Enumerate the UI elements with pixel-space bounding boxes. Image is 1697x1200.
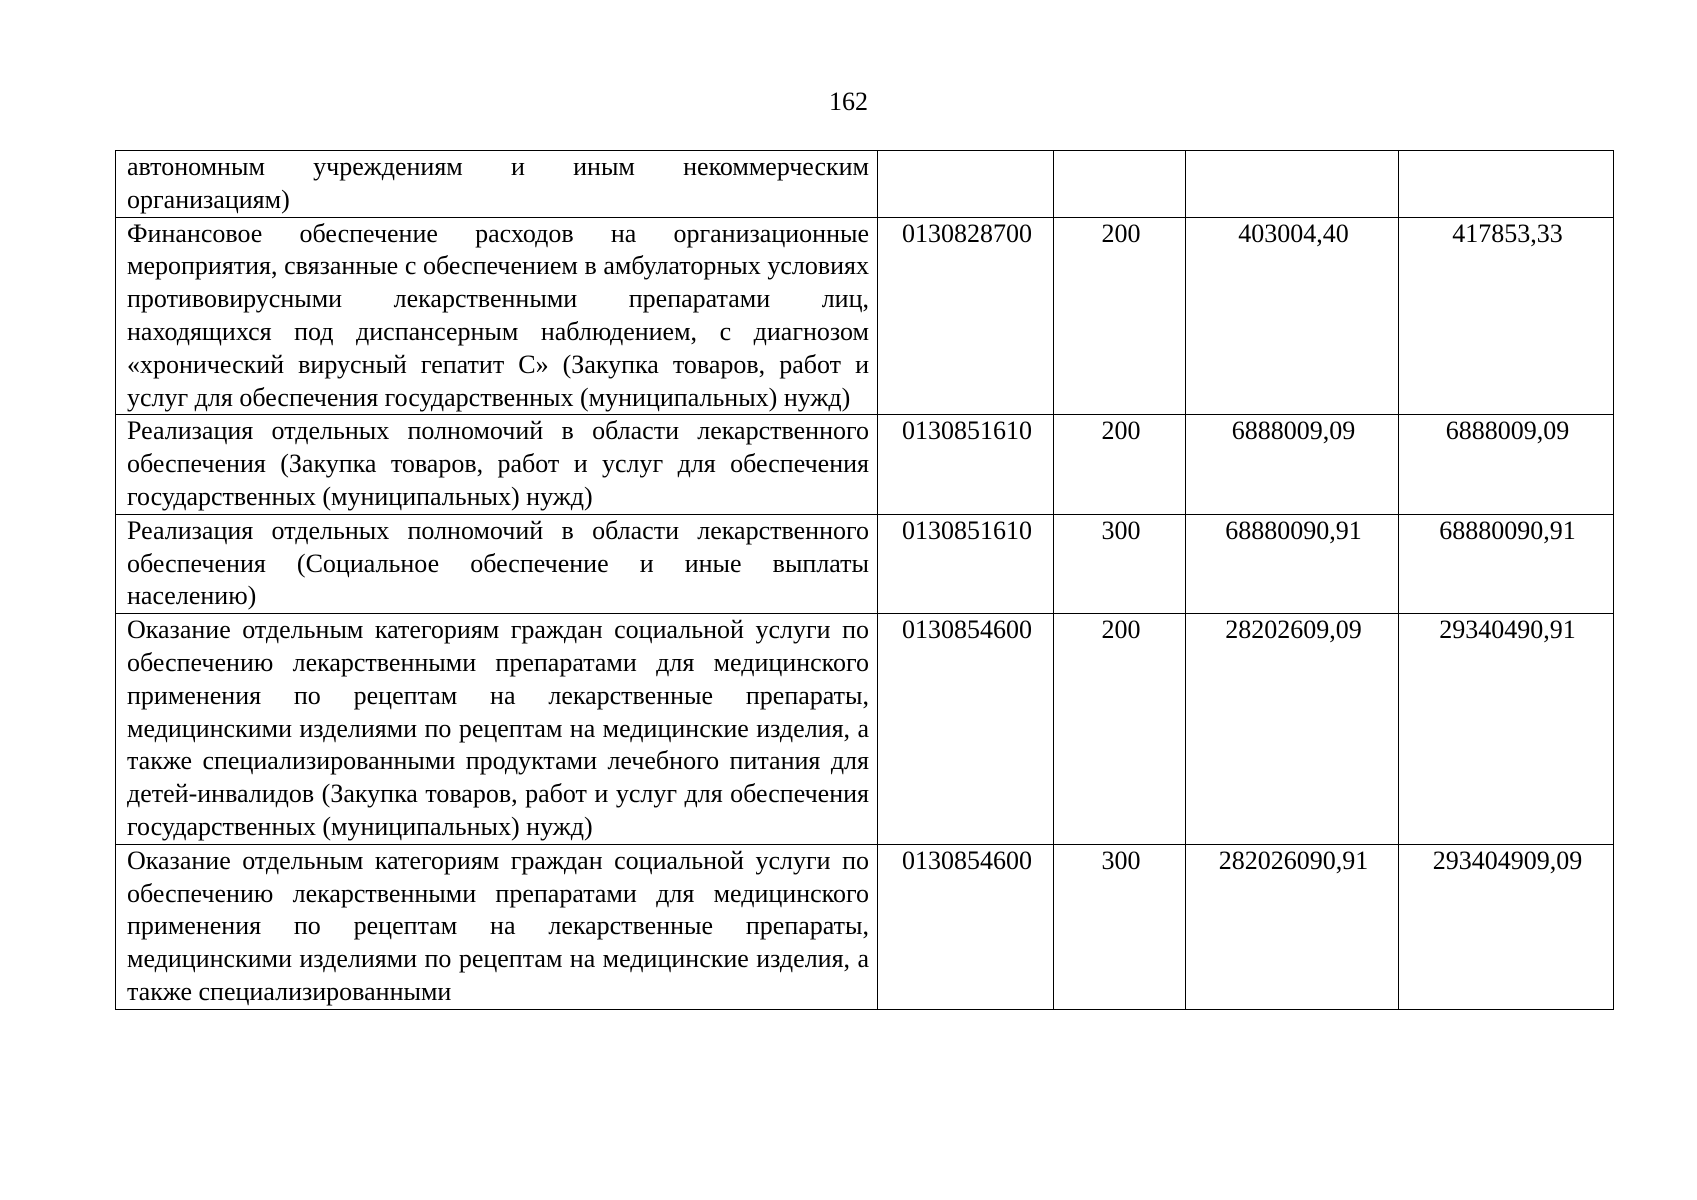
row-sum-year-1: 68880090,91 bbox=[1186, 514, 1399, 613]
row-target-code: 0130854600 bbox=[878, 844, 1054, 1009]
row-target-code bbox=[878, 151, 1054, 218]
row-description: Реализация отдельных полномочий в области лекарственного обеспечения (Социальное обеспечение и иные выплаты населению) bbox=[116, 514, 878, 613]
row-expense-type: 200 bbox=[1054, 415, 1186, 514]
row-description: автономным учреждениям и иным некоммерческим организациям) bbox=[116, 151, 878, 218]
row-expense-type: 200 bbox=[1054, 217, 1186, 415]
row-sum-year-1 bbox=[1186, 151, 1399, 218]
row-sum-year-2: 68880090,91 bbox=[1399, 514, 1614, 613]
row-sum-year-2: 417853,33 bbox=[1399, 217, 1614, 415]
table-row bbox=[116, 614, 1614, 845]
row-sum-year-2: 29340490,91 bbox=[1399, 614, 1614, 845]
table-row bbox=[116, 151, 1614, 218]
row-target-code: 0130851610 bbox=[878, 514, 1054, 613]
page-number: 162 bbox=[829, 87, 868, 116]
row-expense-type bbox=[1054, 151, 1186, 218]
row-target-code: 0130854600 bbox=[878, 614, 1054, 845]
row-description: Финансовое обеспечение расходов на организационные мероприятия, связанные с обеспечением в амбулаторных условиях противовирусными лекарственными препаратами лиц, находящихся под диспансерным наблюдением, с диагнозом «хронический вирусный гепатит С» (Закупка товаров, работ и услуг для обеспечения государственных (муниципальных) нужд) bbox=[116, 217, 878, 415]
table-row bbox=[116, 415, 1614, 514]
row-sum-year-1: 28202609,09 bbox=[1186, 614, 1399, 845]
table-row bbox=[116, 844, 1614, 1009]
table-row bbox=[116, 217, 1614, 415]
row-sum-year-2: 293404909,09 bbox=[1399, 844, 1614, 1009]
budget-table bbox=[115, 150, 1614, 1010]
row-description: Реализация отдельных полномочий в области лекарственного обеспечения (Закупка товаров, работ и услуг для обеспечения государственных (муниципальных) нужд) bbox=[116, 415, 878, 514]
row-description: Оказание отдельным категориям граждан социальной услуги по обеспечению лекарственными препаратами для медицинского применения по рецептам на лекарственные препараты, медицинскими изделиями по рецептам на медицинские изделия, а также специализированными bbox=[116, 844, 878, 1009]
row-target-code: 0130828700 bbox=[878, 217, 1054, 415]
row-sum-year-2: 6888009,09 bbox=[1399, 415, 1614, 514]
row-sum-year-1: 6888009,09 bbox=[1186, 415, 1399, 514]
row-description: Оказание отдельным категориям граждан социальной услуги по обеспечению лекарственными препаратами для медицинского применения по рецептам на лекарственные препараты, медицинскими изделиями по рецептам на медицинские изделия, а также специализированными продуктами лечебного питания для детей-инвалидов (Закупка товаров, работ и услуг для обеспечения государственных (муниципальных) нужд) bbox=[116, 614, 878, 845]
table-row bbox=[116, 514, 1614, 613]
row-expense-type: 300 bbox=[1054, 514, 1186, 613]
row-sum-year-2 bbox=[1399, 151, 1614, 218]
row-target-code: 0130851610 bbox=[878, 415, 1054, 514]
row-sum-year-1: 403004,40 bbox=[1186, 217, 1399, 415]
row-expense-type: 200 bbox=[1054, 614, 1186, 845]
row-expense-type: 300 bbox=[1054, 844, 1186, 1009]
row-sum-year-1: 282026090,91 bbox=[1186, 844, 1399, 1009]
